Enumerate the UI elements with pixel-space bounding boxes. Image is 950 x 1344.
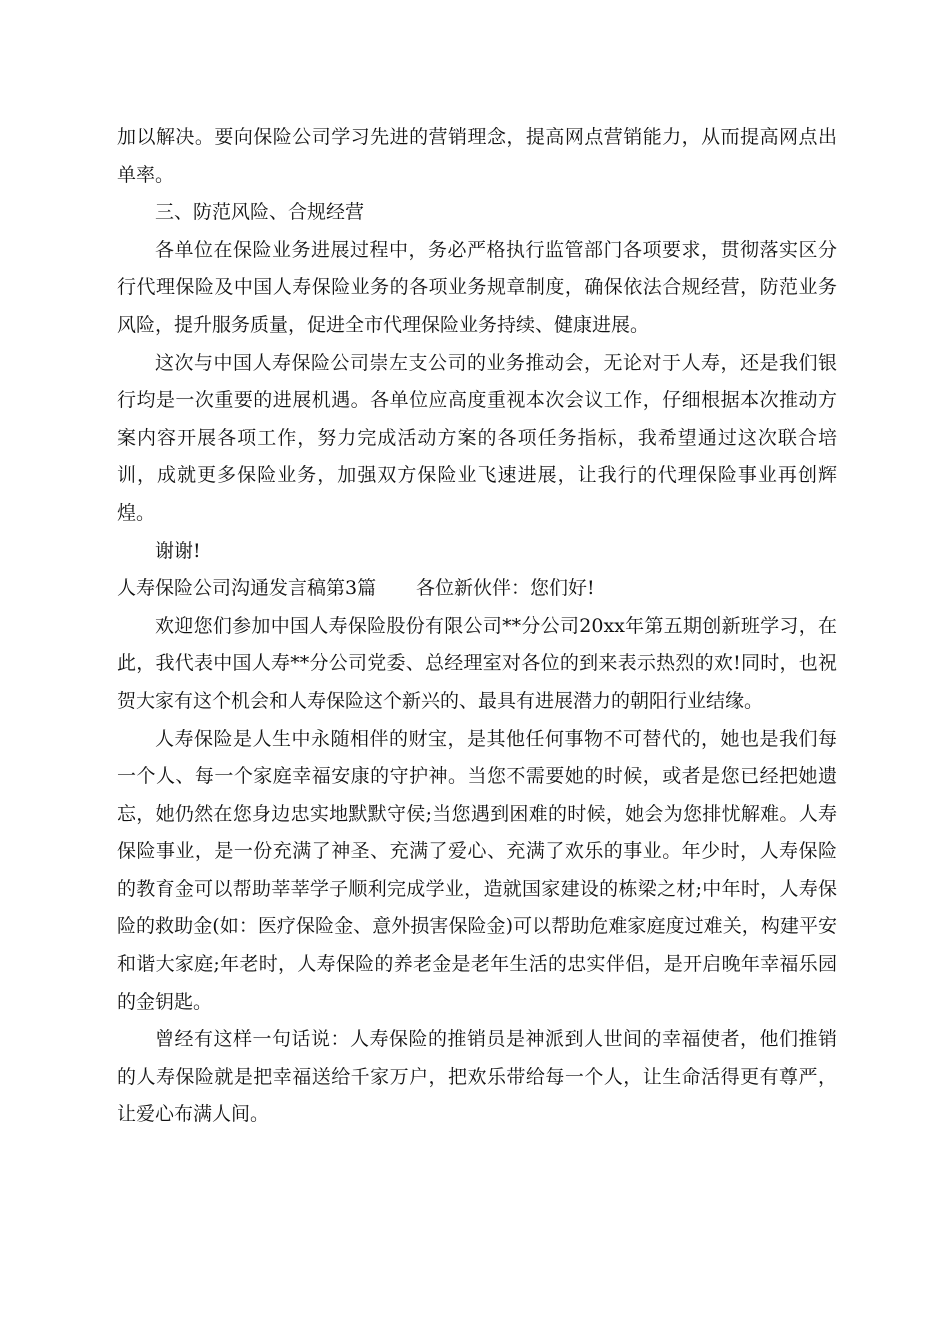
- paragraph: 这次与中国人寿保险公司崇左支公司的业务推动会，无论对于人寿，还是我们银行均是一次重要的进展机遇。各单位应高度重视本次会议工作，仔细根据本次推动方案内容开展各项工作，努力完成活动方案的各项任务指标，我希望通过这次联合培训，成就更多保险业务，加强双方保险业飞速进展，让我行的代理保险事业再创辉煌。: [117, 351, 837, 524]
- thanks-line: 谢谢!: [155, 539, 201, 562]
- document-body: [117, 119, 837, 1134]
- greeting: 各位新伙伴：您们好!: [415, 577, 595, 600]
- paragraph: 人寿保险是人生中永随相伴的财宝，是其他任何事物不可替代的，她也是我们每一个人、每一个家庭幸福安康的守护神。当您不需要她的时候，或者是您已经把她遗忘，她仍然在您身边忠实地默默守侯;当您遇到困难的时候，她会为您排忧解难。人寿保险事业，是一份充满了神圣、充满了爱心、充满了欢乐的事业。年少时，人寿保险的教育金可以帮助莘莘学子顺利完成学业，造就国家建设的栋梁之材;中年时，人寿保险的救助金(如：医疗保险金、意外损害保险金)可以帮助危难家庭度过难关，构建平安和谐大家庭;年老时，人寿保险的养老金是老年生活的忠实伴侣，是开启晚年幸福乐园的金钥匙。: [117, 727, 837, 1013]
- paragraph: 各单位在保险业务进展过程中，务必严格执行监管部门各项要求，贯彻落实区分行代理保险及中国人寿保险业务的各项业务规章制度，确保依法合规经营，防范业务风险，提升服务质量，促进全市代理保险业务持续、健康进展。: [117, 238, 837, 336]
- section-title-line: [117, 570, 837, 608]
- paragraph: 欢迎您们参加中国人寿保险股份有限公司**分公司20xx年第五期创新班学习，在此，我代表中国人寿**分公司党委、总经理室对各位的到来表示热烈的欢!同时，也祝贺大家有这个机会和人寿保险这个新兴的、最具有进展潜力的朝阳行业结缘。: [117, 614, 837, 712]
- paragraph-continued: 加以解决。要向保险公司学习先进的营销理念，提高网点营销能力，从而提高网点出单率。: [117, 126, 837, 186]
- section-heading: 三、防范风险、合规经营: [155, 201, 365, 224]
- paragraph: 曾经有这样一句话说：人寿保险的推销员是神派到人世间的幸福使者，他们推销的人寿保险就是把幸福送给千家万户，把欢乐带给每一个人，让生命活得更有尊严，让爱心布满人间。: [117, 1028, 837, 1126]
- section-title: 人寿保险公司沟通发言稿第3篇: [117, 577, 377, 600]
